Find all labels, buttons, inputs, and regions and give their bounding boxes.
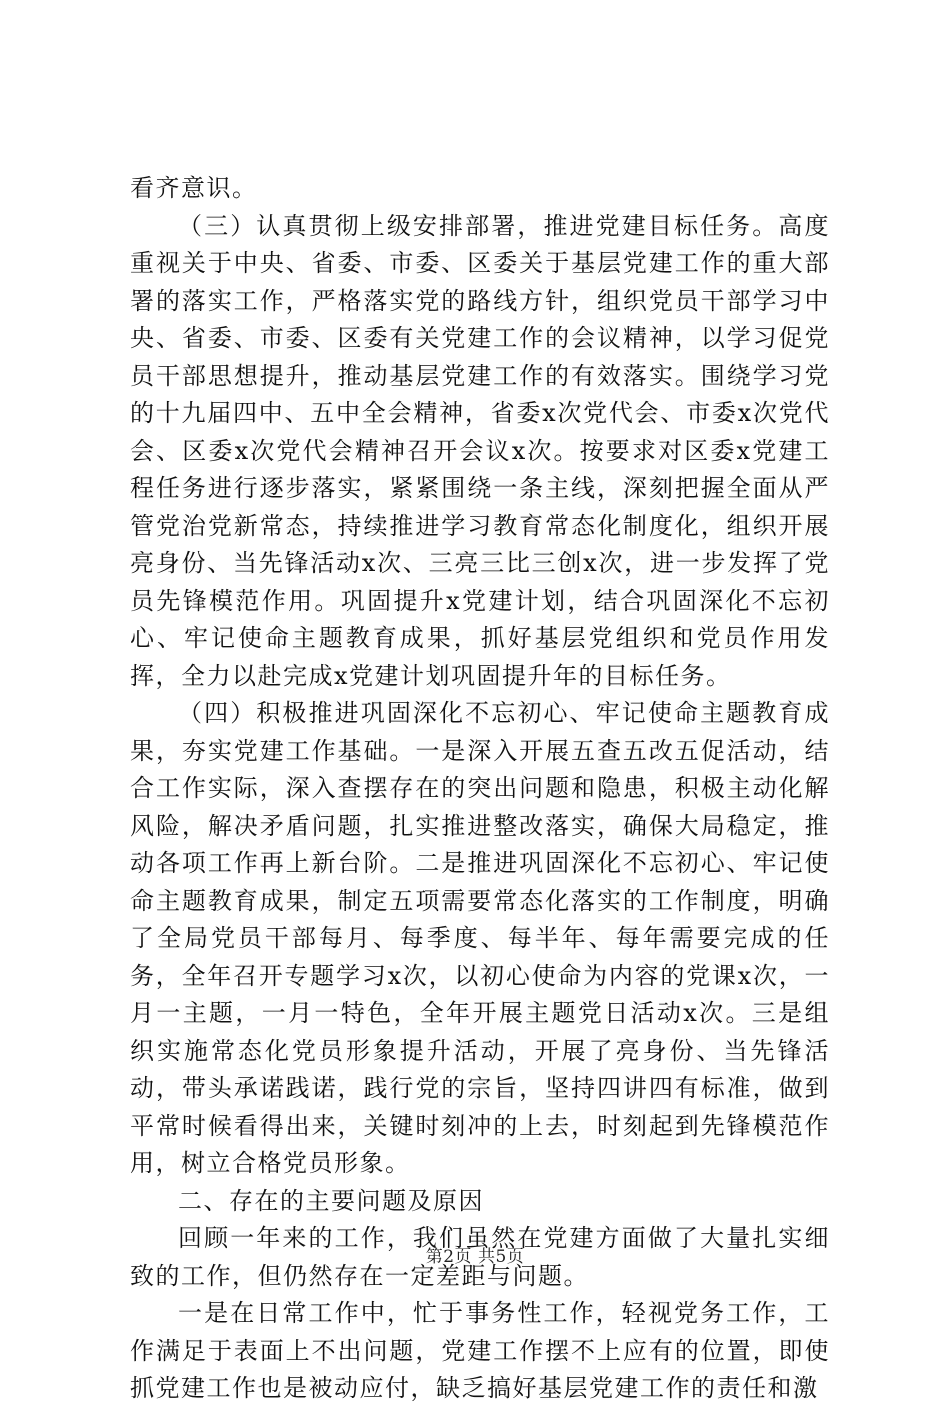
- paragraph-section-four: （四）积极推进巩固深化不忘初心、牢记使命主题教育成果，夯实党建工作基础。一是深入开展五查五改五促活动，结合工作实际，深入查摆存在的突出问题和隐患，积极主动化解风险，解决矛盾问题，扎实推进整改落实，确保大局稳定，推动各项工作再上新台阶。二是推进巩固深化不忘初心、牢记使命主题教育成果，制定五项需要常态化落实的工作制度，明确了全局党员干部每月、每季度、每半年、每年需要完成的任务，全年召开专题学习x次，以初心使命为内容的党课x次，一月一主题，一月一特色，全年开展主题党日活动x次。三是组织实施常态化党员形象提升活动，开展了亮身份、当先锋活动，带头承诺践诺，践行党的宗旨，坚持四讲四有标准，做到平常时候看得出来，关键时刻冲的上去，时刻起到先锋模范作用，树立合格党员形象。: [130, 699, 830, 1177]
- section-heading-problems: 二、存在的主要问题及原因: [178, 1186, 484, 1215]
- page-number-footer: 第2页 共5页: [425, 1247, 525, 1267]
- paragraph-problem-one: 一是在日常工作中，忙于事务性工作，轻视党务工作，工作满足于表面上不出问题，党建工作摆不上应有的位置，即使抓党建工作也是被动应付，缺乏搞好基层党建工作的责任和激: [130, 1299, 830, 1402]
- document-body: [130, 170, 830, 1408]
- paragraph-continuation: 看齐意识。: [130, 174, 258, 202]
- paragraph-section-three: （三）认真贯彻上级安排部署，推进党建目标任务。高度重视关于中央、省委、市委、区委关于基层党建工作的重大部署的落实工作，严格落实党的路线方针，组织党员干部学习中央、省委、市委、区委有关党建工作的会议精神，以学习促党员干部思想提升，推动基层党建工作的有效落实。围绕学习党的十九届四中、五中全会精神，省委x次党代会、市委x次党代会、区委x次党代会精神召开会议x次。按要求对区委x党建工程任务进行逐步落实，紧紧围绕一条主线，深刻把握全面从严管党治党新常态，持续推进学习教育常态化制度化，组织开展亮身份、当先锋活动x次、三亮三比三创x次，进一步发挥了党员先锋模范作用。巩固提升x党建计划，结合巩固深化不忘初心、牢记使命主题教育成果，抓好基层党组织和党员作用发挥，全力以赴完成x党建计划巩固提升年的目标任务。: [130, 211, 830, 690]
- paragraph-review: 回顾一年来的工作，我们虽然在党建方面做了大量扎实细致的工作，但仍然存在一定差距与问题。: [130, 1224, 830, 1290]
